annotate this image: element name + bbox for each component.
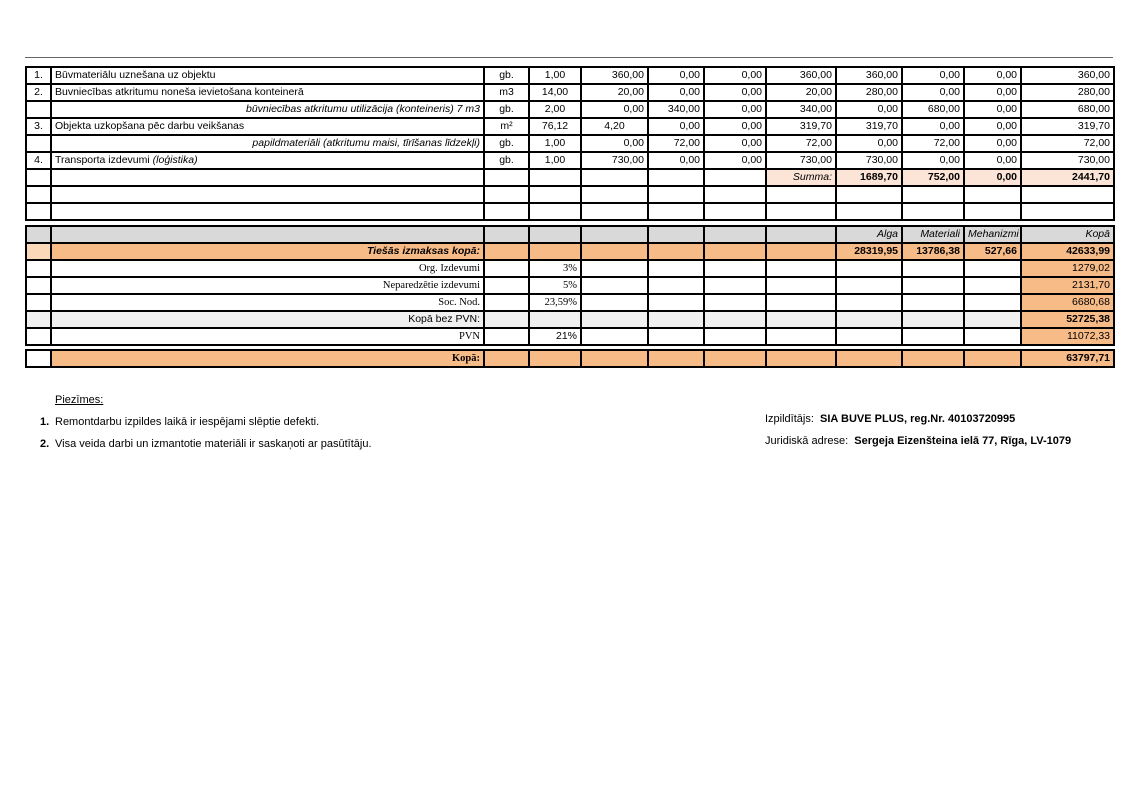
cell-blank: [484, 328, 529, 345]
cell-blank: [964, 328, 1021, 345]
cell-rate-mehanizmi: 0,00: [704, 118, 766, 135]
cell-subheader-empty: [766, 226, 836, 243]
cell-rate-mehanizmi: 0,00: [704, 84, 766, 101]
cell-num: 4.: [26, 152, 51, 169]
cell-empty: [581, 203, 648, 220]
cell-empty: [902, 203, 964, 220]
cell-empty: [26, 203, 51, 220]
cell-num: [26, 277, 51, 294]
cell-blank: [766, 277, 836, 294]
cell-total: 319,70: [1021, 118, 1114, 135]
note-text: Visa veida darbi un izmantotie materiāli ir saskaņoti ar pasūtītāju.: [55, 438, 372, 450]
cell-empty: [1021, 203, 1114, 220]
totals-row: [26, 277, 1114, 294]
cell-desc: Buvniecības atkritumu noneša ievietošana konteinerā: [51, 84, 484, 101]
cell-empty: [766, 203, 836, 220]
cell-empty: [648, 186, 704, 203]
cell-rate-total: 20,00: [766, 84, 836, 101]
cell-empty: [964, 186, 1021, 203]
cell-qty: 1,00: [529, 67, 581, 84]
executor-label: Izpildītājs:: [765, 413, 817, 425]
cell-rate-alga: 0,00: [581, 135, 648, 152]
totals-materiali: 13786,38: [902, 243, 964, 260]
cell-qty: 1,00: [529, 152, 581, 169]
cell-blank: [964, 260, 1021, 277]
cell-rate-alga: 0,00: [581, 101, 648, 118]
cell-total: 360,00: [1021, 67, 1114, 84]
subheader-materiali: Materiali: [902, 226, 964, 243]
estimate-table-body: [26, 67, 1114, 367]
cell-blank: [766, 294, 836, 311]
cell-num: [26, 260, 51, 277]
empty-row: [26, 186, 1114, 203]
cell-rate-alga: 730,00: [581, 152, 648, 169]
cell-num: [26, 169, 51, 186]
note-number: 1.: [40, 416, 50, 428]
cell-num: [26, 328, 51, 345]
cell-desc: Transporta izdevumi (loģistika): [51, 152, 484, 169]
cell-blank: [648, 328, 704, 345]
subheader-mehanizmi: Mehanizmi: [964, 226, 1021, 243]
totals-pct: 21%: [529, 328, 581, 345]
totals-total: 11072,33: [1021, 328, 1114, 345]
cell-total-alga: 0,00: [836, 135, 902, 152]
note-item: [40, 438, 372, 450]
cell-blank: [704, 311, 766, 328]
cell-rate-materiali: 340,00: [648, 101, 704, 118]
totals-row: [26, 260, 1114, 277]
totals-total: 63797,71: [1021, 350, 1114, 367]
item-row: [26, 118, 1114, 135]
totals-label: Org. Izdevumi: [51, 260, 484, 277]
totals-label: Tiešās izmaksas kopā:: [51, 243, 484, 260]
cell-total: 280,00: [1021, 84, 1114, 101]
cell-blank: [581, 311, 648, 328]
cell-subheader-empty: [648, 226, 704, 243]
cell-empty: [648, 203, 704, 220]
cell-blank: [836, 311, 902, 328]
totals-row: [26, 328, 1114, 345]
totals-row: [26, 294, 1114, 311]
cell-blank: [648, 311, 704, 328]
cell-blank: [529, 243, 581, 260]
cell-total-materiali: 0,00: [902, 118, 964, 135]
cell-blank: [964, 350, 1021, 367]
cell-rate-materiali: [648, 169, 704, 186]
cell-empty: [704, 186, 766, 203]
address-value: Sergeja Eizenšteina ielā 77, Rīga, LV-1079: [854, 435, 1072, 447]
cell-desc: papildmateriāli (atkritumu maisi, tīrīšanas līdzekļi): [51, 135, 484, 152]
cell-blank: [704, 260, 766, 277]
cell-blank: [964, 277, 1021, 294]
cell-total-materiali: 0,00: [902, 67, 964, 84]
cell-blank: [648, 277, 704, 294]
cell-blank: [902, 311, 964, 328]
cell-blank: [766, 243, 836, 260]
cell-subheader-empty: [529, 226, 581, 243]
cell-unit: gb.: [484, 152, 529, 169]
cell-empty: [902, 186, 964, 203]
cell-num: 2.: [26, 84, 51, 101]
totals-total: 1279,02: [1021, 260, 1114, 277]
cell-rate-mehanizmi: 0,00: [704, 135, 766, 152]
cell-blank: [581, 277, 648, 294]
cell-unit: m²: [484, 118, 529, 135]
note-item: [40, 416, 319, 428]
cell-empty: [704, 203, 766, 220]
summa-row: [26, 169, 1114, 186]
cell-qty: 76,12: [529, 118, 581, 135]
totals-label: PVN: [51, 328, 484, 345]
cell-rate-total: 72,00: [766, 135, 836, 152]
subheader-kopa: Kopā: [1021, 226, 1114, 243]
cell-rate-alga: [581, 169, 648, 186]
cell-blank: [836, 350, 902, 367]
totals-pct: 5%: [529, 277, 581, 294]
cell-empty: [964, 203, 1021, 220]
cell-total-materiali: 680,00: [902, 101, 964, 118]
cell-empty: [766, 186, 836, 203]
totals-row: [26, 311, 1114, 328]
cell-total-materiali: 0,00: [902, 152, 964, 169]
cell-empty: [1021, 186, 1114, 203]
cell-total-mehanizmi: 0,00: [964, 67, 1021, 84]
cell-blank: [766, 260, 836, 277]
cell-rate-materiali: 0,00: [648, 67, 704, 84]
cell-desc: Objekta uzkopšana pēc darbu veikšanas: [51, 118, 484, 135]
empty-row: [26, 203, 1114, 220]
item-row: [26, 84, 1114, 101]
summa-mehanizmi: 0,00: [964, 169, 1021, 186]
cell-total: 72,00: [1021, 135, 1114, 152]
summa-alga: 1689,70: [836, 169, 902, 186]
summa-materiali: 752,00: [902, 169, 964, 186]
executor-line: [765, 413, 1015, 425]
cell-rate-alga: 20,00: [581, 84, 648, 101]
cell-total-mehanizmi: 0,00: [964, 152, 1021, 169]
totals-total: 2131,70: [1021, 277, 1114, 294]
cell-blank: [484, 350, 529, 367]
cell-qty: 2,00: [529, 101, 581, 118]
cell-blank: [648, 243, 704, 260]
totals-row: [26, 243, 1114, 260]
note-text: Remontdarbu izpildes laikā ir iespējami slēptie defekti.: [55, 416, 320, 428]
item-row: [26, 135, 1114, 152]
cell-blank: [581, 260, 648, 277]
totals-alga: 28319,95: [836, 243, 902, 260]
cell-blank: [648, 294, 704, 311]
subheader-alga: Alga: [836, 226, 902, 243]
cell-empty: [26, 186, 51, 203]
cell-qty: 14,00: [529, 84, 581, 101]
cell-blank: [704, 328, 766, 345]
cell-blank: [581, 350, 648, 367]
totals-pct: 3%: [529, 260, 581, 277]
cell-blank: [648, 350, 704, 367]
item-row: [26, 152, 1114, 169]
cell-num: [26, 311, 51, 328]
cell-blank: [529, 350, 581, 367]
cell-subheader-empty: [51, 226, 484, 243]
cell-num: 3.: [26, 118, 51, 135]
cell-total-mehanizmi: 0,00: [964, 101, 1021, 118]
summa-total: 2441,70: [1021, 169, 1114, 186]
cell-unit: [484, 169, 529, 186]
cell-num: 1.: [26, 67, 51, 84]
item-row: [26, 101, 1114, 118]
totals-label: Soc. Nod.: [51, 294, 484, 311]
cell-blank: [529, 311, 581, 328]
cell-subheader-empty: [484, 226, 529, 243]
cell-num: [26, 350, 51, 367]
cell-blank: [484, 243, 529, 260]
cell-rate-total: 360,00: [766, 67, 836, 84]
cell-blank: [964, 311, 1021, 328]
cell-rate-alga: 4,20: [581, 118, 648, 135]
cell-rate-mehanizmi: [704, 169, 766, 186]
cell-blank: [964, 294, 1021, 311]
estimate-table: [25, 66, 1115, 368]
totals-label: Kopā:: [51, 350, 484, 367]
cell-rate-mehanizmi: 0,00: [704, 101, 766, 118]
cell-num: [26, 101, 51, 118]
cell-blank: [704, 277, 766, 294]
cell-empty: [529, 203, 581, 220]
cell-blank: [836, 294, 902, 311]
cell-blank: [836, 277, 902, 294]
totals-row: [26, 350, 1114, 367]
subheader-row: [26, 226, 1114, 243]
cell-num: [26, 135, 51, 152]
item-row: [26, 67, 1114, 84]
cell-blank: [902, 277, 964, 294]
cell-empty: [484, 203, 529, 220]
cell-rate-total: 340,00: [766, 101, 836, 118]
totals-label: Kopā bez PVN:: [51, 311, 484, 328]
cell-rate-materiali: 0,00: [648, 152, 704, 169]
cell-unit: gb.: [484, 135, 529, 152]
cell-blank: [581, 243, 648, 260]
cell-blank: [704, 243, 766, 260]
cell-blank: [766, 350, 836, 367]
cell-rate-materiali: 0,00: [648, 118, 704, 135]
address-label: Juridiskā adrese:: [765, 435, 852, 447]
cell-empty: [836, 203, 902, 220]
executor-value: SIA BUVE PLUS, reg.Nr. 40103720995: [820, 413, 1016, 425]
cell-empty: [51, 203, 484, 220]
cell-rate-mehanizmi: 0,00: [704, 152, 766, 169]
cell-blank: [836, 328, 902, 345]
cell-empty: [836, 186, 902, 203]
cell-qty: 1,00: [529, 135, 581, 152]
cell-subheader-empty: [26, 226, 51, 243]
cell-blank: [902, 294, 964, 311]
cell-total: 730,00: [1021, 152, 1114, 169]
cell-subheader-empty: [581, 226, 648, 243]
cell-empty: [51, 186, 484, 203]
cell-blank: [902, 260, 964, 277]
totals-pct: 23,59%: [529, 294, 581, 311]
cell-blank: [484, 260, 529, 277]
cell-total-alga: 730,00: [836, 152, 902, 169]
cell-empty: [529, 186, 581, 203]
totals-total: 6680,68: [1021, 294, 1114, 311]
cell-total-materiali: 0,00: [902, 84, 964, 101]
cell-rate-mehanizmi: 0,00: [704, 67, 766, 84]
notes-heading: Piezīmes:: [55, 394, 104, 406]
totals-total: 42633,99: [1021, 243, 1114, 260]
cell-blank: [648, 260, 704, 277]
cell-unit: gb.: [484, 101, 529, 118]
desc-note: (loģistika): [149, 153, 198, 166]
cell-blank: [484, 294, 529, 311]
cell-desc: būvniecības atkritumu utilizācija (konteineris) 7 m3: [51, 101, 484, 118]
cell-total-mehanizmi: 0,00: [964, 84, 1021, 101]
cell-desc: [51, 169, 484, 186]
cell-total-mehanizmi: 0,00: [964, 135, 1021, 152]
cell-num: [26, 243, 51, 260]
cell-total-alga: 319,70: [836, 118, 902, 135]
cell-blank: [704, 294, 766, 311]
cell-rate-total: 319,70: [766, 118, 836, 135]
cell-unit: gb.: [484, 67, 529, 84]
cell-rate-alga: 360,00: [581, 67, 648, 84]
cell-blank: [581, 328, 648, 345]
cell-rate-total: 730,00: [766, 152, 836, 169]
cell-total-alga: 0,00: [836, 101, 902, 118]
summa-label: Summa:: [766, 169, 836, 186]
cell-total-alga: 360,00: [836, 67, 902, 84]
cell-blank: [704, 350, 766, 367]
cell-empty: [581, 186, 648, 203]
page-break-line: [25, 57, 1113, 58]
totals-mehanizmi: 527,66: [964, 243, 1021, 260]
cell-total-materiali: 72,00: [902, 135, 964, 152]
cell-rate-materiali: 72,00: [648, 135, 704, 152]
cell-blank: [766, 311, 836, 328]
cell-total-alga: 280,00: [836, 84, 902, 101]
cell-total-mehanizmi: 0,00: [964, 118, 1021, 135]
cell-blank: [766, 328, 836, 345]
cell-desc: Būvmateriālu uznešana uz objektu: [51, 67, 484, 84]
cell-blank: [902, 350, 964, 367]
cell-rate-materiali: 0,00: [648, 84, 704, 101]
cell-blank: [484, 277, 529, 294]
cell-num: [26, 294, 51, 311]
address-line: [765, 435, 1071, 447]
cell-blank: [836, 260, 902, 277]
note-number: 2.: [40, 438, 50, 450]
totals-total: 52725,38: [1021, 311, 1114, 328]
cell-subheader-empty: [704, 226, 766, 243]
totals-label: Neparedzētie izdevumi: [51, 277, 484, 294]
cell-qty: [529, 169, 581, 186]
cell-empty: [484, 186, 529, 203]
cell-blank: [902, 328, 964, 345]
cell-unit: m3: [484, 84, 529, 101]
cell-total: 680,00: [1021, 101, 1114, 118]
cell-blank: [484, 311, 529, 328]
cell-blank: [581, 294, 648, 311]
